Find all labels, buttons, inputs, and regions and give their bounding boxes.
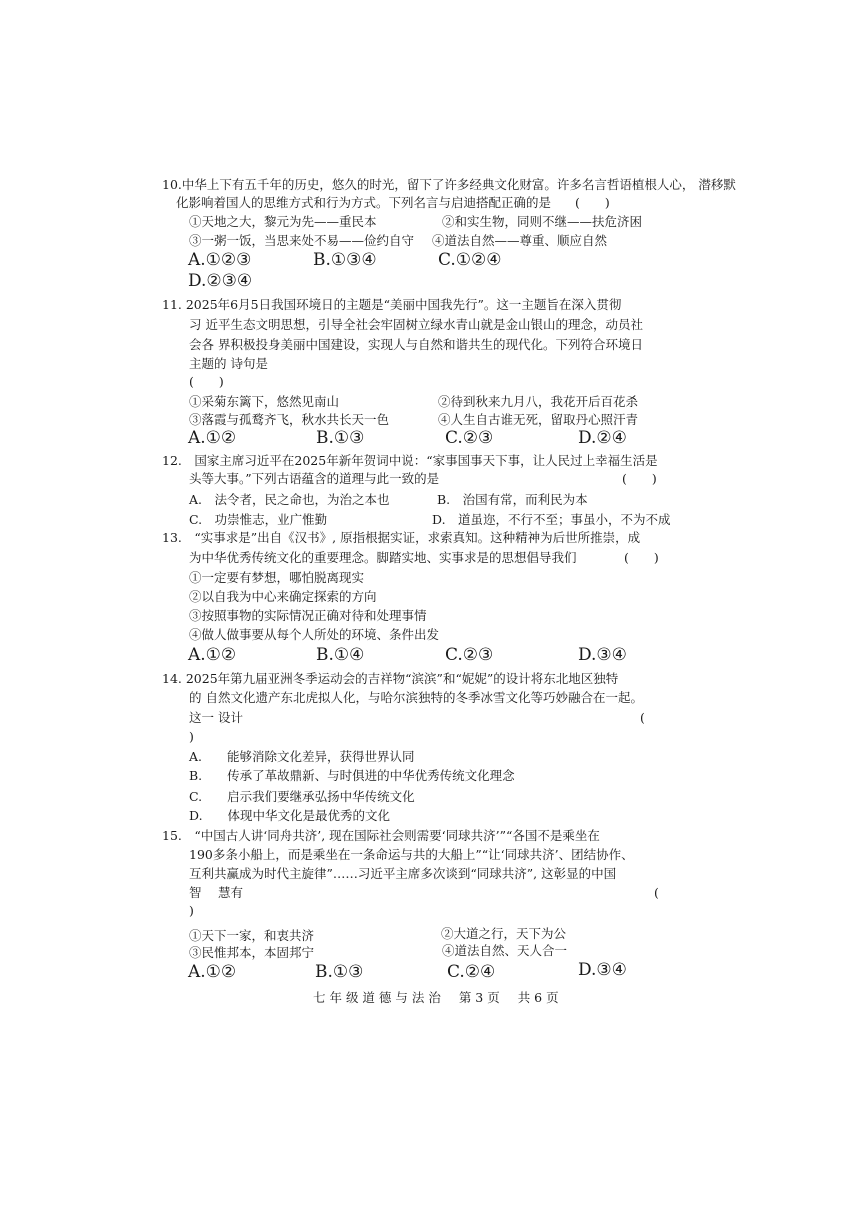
q13-option-a: A.①② xyxy=(188,645,237,665)
q15-stem-line4: 智 慧有 xyxy=(189,885,243,900)
q12-stem-line2: 头等大事。”下列古语蕴含的道理与此一致的是 xyxy=(189,471,440,486)
page-footer xyxy=(313,988,573,1006)
q14-option-a: A. 能够消除文化差异，获得世界认同 xyxy=(189,749,415,764)
q10-statement-2: ②和实生物，同则不继——扶危济困 xyxy=(442,214,643,229)
footer-total-pages: 共 6 页 xyxy=(517,990,559,1005)
q13-option-b: B.①④ xyxy=(316,645,365,665)
q15-bracket-open: ( xyxy=(654,885,659,900)
q11-statement-2: ②待到秋来九月八，我花开后百花杀 xyxy=(438,394,639,409)
q11-option-c: C.②③ xyxy=(445,428,494,448)
q14-option-c: C. 启示我们要继承弘扬中华传统文化 xyxy=(189,789,415,804)
q14-stem-line2: 的 自然文化遗产东北虎拟人化，与哈尔滨独特的冬季冰雪文化等巧妙融合在一起。 xyxy=(189,690,643,705)
q15-statement-2: ②大道之行，天下为公 xyxy=(441,926,567,941)
q10-stem-line1: 10.中华上下有五千年的历史，悠久的时光，留下了许多经典文化财富。许多名言哲语植根人心， 潜移默 xyxy=(162,177,736,192)
q11-option-a: A.①② xyxy=(188,428,237,448)
q13-option-c: C.②③ xyxy=(445,645,494,665)
q13-stem-line2: 为中华优秀传统文化的重要理念。脚踏实地、实事求是的思想倡导我们 xyxy=(189,550,577,565)
q14-option-d: D. 体现中华文化是最优秀的文化 xyxy=(189,808,391,823)
q15-stem-line3: 互利共赢成为时代主旋律”……习近平主席多次谈到“同球共济”, 这彰显的中国 xyxy=(189,866,617,881)
q11-option-b: B.①③ xyxy=(316,428,365,448)
q12-answer-bracket: ( ) xyxy=(622,471,657,486)
q11-statement-1: ①采菊东篱下，悠然见南山 xyxy=(189,394,340,409)
q10-statement-3: ③一粥一饭，当思来处不易——俭约自守 xyxy=(189,233,415,248)
footer-subject: 七 年 级 道 德 与 法 治 xyxy=(313,990,441,1005)
q14-stem-line1: 14. 2025年第九届亚洲冬季运动会的吉祥物“滨滨”和“妮妮”的设计将东北地区独特 xyxy=(162,671,619,686)
q11-stem-line2: 习 近平生态文明思想，引导全社会牢固树立绿水青山就是金山银山的理念，动员社 xyxy=(189,317,643,332)
q15-option-c: C.②④ xyxy=(447,962,496,982)
q11-stem-line1: 11. 2025年6月5日我国环境日的主题是“美丽中国我先行”。这一主题旨在深入贯彻 xyxy=(162,297,622,312)
q15-bracket-close: ) xyxy=(189,903,194,918)
q15-option-a: A.①② xyxy=(188,962,237,982)
q12-option-b: B. 治国有常，而利民为本 xyxy=(437,492,588,507)
q10-option-c: C.①②④ xyxy=(438,250,502,270)
q10-option-b: B.①③④ xyxy=(313,250,377,270)
q15-stem-line1: 15. “中国古人讲‘同舟共济’, 现在国际社会则需要‘同球共济’”“各国不是乘坐在 xyxy=(162,828,600,843)
footer-page-number: 第 3 页 xyxy=(458,990,500,1005)
q15-statement-4: ④道法自然、天人合一 xyxy=(442,943,568,958)
q10-option-a: A.①②③ xyxy=(188,250,252,270)
q13-stem-line1: 13. “实事求是”出自《汉书》, 原指根据实证，求索真知。这种精神为后世所推崇，成 xyxy=(162,530,641,545)
q14-bracket-close: ) xyxy=(189,729,194,744)
q11-statement-4: ④人生自古谁无死，留取丹心照汗青 xyxy=(438,412,639,427)
q15-statement-3: ③民惟邦本，本固邦宁 xyxy=(189,945,315,960)
q12-stem-line1: 12. 国家主席习近平在2025年新年贺词中说：“家事国事天下事，让人民过上幸福生活是 xyxy=(162,453,658,468)
q15-stem-line2: 190多条小船上，而是乘坐在一条命运与共的大船上”“让‘同球共济’、团结协作、 xyxy=(189,847,634,862)
q11-statement-3: ③落霞与孤鹜齐飞，秋水共长天一色 xyxy=(189,412,390,427)
q10-statement-1: ①天地之大，黎元为先——重民本 xyxy=(189,214,377,229)
q12-option-a: A. 法令者，民之命也，为治之本也 xyxy=(189,492,390,507)
q15-statement-1: ①天下一家，和衷共济 xyxy=(189,928,315,943)
q14-option-b: B. 传承了革故鼎新、与时俱进的中华优秀传统文化理念 xyxy=(189,768,515,783)
q10-answer-bracket: ( ) xyxy=(575,195,610,210)
q11-stem-line4: 主题的 诗句是 xyxy=(189,356,268,371)
q12-option-c: C. 功崇惟志，业广惟勤 xyxy=(189,512,328,527)
q13-option-d: D.③④ xyxy=(578,645,627,665)
q10-stem-line2: 化影响着国人的思维方式和行为方式。下列名言与启迪搭配正确的是 xyxy=(176,195,552,210)
q11-option-d: D.②④ xyxy=(578,428,627,448)
q15-option-b: B.①③ xyxy=(315,962,364,982)
q14-stem-line3: 这一 设计 xyxy=(189,710,243,725)
q13-statement-1: ①一定要有梦想，哪怕脱离现实 xyxy=(189,570,365,585)
q15-option-d: D.③④ xyxy=(578,960,627,980)
q13-answer-bracket: ( ) xyxy=(624,550,659,565)
q10-option-d: D.②③④ xyxy=(188,271,253,291)
q13-statement-3: ③按照事物的实际情况正确对待和处理事情 xyxy=(189,608,427,623)
q11-answer-bracket: ( ) xyxy=(189,374,224,389)
q10-statement-4: ④道法自然——尊重、顺应自然 xyxy=(432,233,608,248)
q13-statement-2: ②以自我为中心来确定探索的方向 xyxy=(189,589,377,604)
q14-bracket-open: ( xyxy=(640,710,645,725)
q13-statement-4: ④做人做事要从每个人所处的环境、条件出发 xyxy=(189,627,440,642)
q11-stem-line3: 会各 界积极投身美丽中国建设，实现人与自然和谐共生的现代化。下列符合环境日 xyxy=(189,337,643,352)
q12-option-d: D. 道虽迩，不行不至；事虽小，不为不成 xyxy=(432,512,671,527)
